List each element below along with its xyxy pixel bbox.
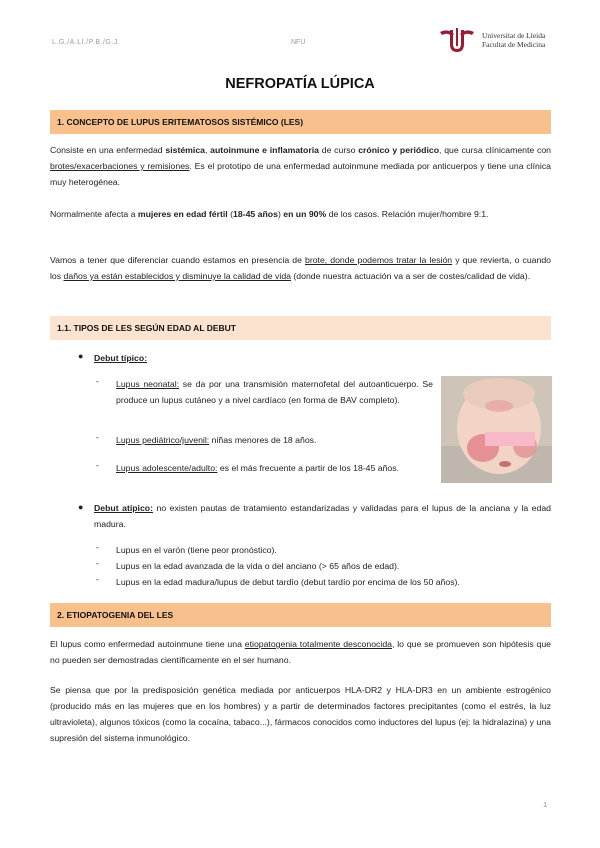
header-authors: L.G./A.Ll./P.B./G.J. bbox=[52, 39, 121, 46]
sec1-paragraph-1: Consiste en una enfermedad sistémica, autoinmune e inflamatoria de curso crónico y periódico, que cursa clínicamente con brotes/exacerbaciones y remisiones. Es el prototipo de una enfermedad autoinmune mediada por anticuerpos y tiene una clínica muy heterogénea. bbox=[50, 145, 552, 187]
debut-tipico-label: Debut típico: bbox=[94, 353, 148, 363]
bullet-icon: ● bbox=[78, 351, 84, 361]
dash-icon: - bbox=[96, 460, 99, 470]
section-1-heading: 1. CONCEPTO DE LUPUS ERITEMATOSOS SISTÉMICO (LES) bbox=[50, 110, 551, 134]
tipico-item-pediatrico: Lupus pediátrico/juvenil: niñas menores de 18 años. bbox=[116, 435, 317, 445]
debut-atipico-text: Debut atípico: no existen pautas de tratamiento estandarizadas y validadas para el lupus de la anciana y la edad madura. bbox=[94, 503, 551, 529]
baby-face-illustration bbox=[441, 376, 552, 483]
sec2-paragraph-2: Se piensa que por la predisposición genética mediada por anticuerpos HLA-DR2 y HLA-DR3 en un ambiente estrogénico (producido más en las mujeres que en los hombres) y a partir de determinados factores precipitantes (como el estrés, la luz ultravioleta), algunos tóxicos (como la cocaína, tabaco...), fármacos conocidos como inductores del lupus (ej: la hidralazina) y una supresión del sistema inmunológico. bbox=[50, 685, 551, 743]
university-crest-icon bbox=[438, 26, 476, 54]
university-logo bbox=[438, 26, 553, 54]
sec2-paragraph-1: El lupus como enfermedad autoinmune tiene una etiopatogenia totalmente desconocida, lo que se promueven son hipótesis que no pueden ser demostradas científicamente en el ser humano. bbox=[50, 639, 551, 665]
bullet-icon: ● bbox=[78, 502, 84, 512]
tipico-item-adulto: Lupus adolescente/adulto: es el más frecuente a partir de los 18-45 años. bbox=[116, 463, 400, 473]
header-subject: NFU bbox=[291, 39, 306, 46]
dash-icon: - bbox=[96, 574, 99, 584]
logo-line-2: Facultat de Medicina bbox=[482, 40, 546, 49]
page-title: NEFROPATÍA LÚPICA bbox=[225, 76, 375, 92]
atipico-item-anciano: Lupus en la edad avanzada de la vida o del anciano (> 65 años de edad). bbox=[116, 561, 400, 571]
neonatal-lupus-photo bbox=[441, 376, 552, 483]
sec1-paragraph-2: Normalmente afecta a mujeres en edad fértil (18-45 años) en un 90% de los casos. Relación mujer/hombre 9:1. bbox=[50, 209, 489, 219]
section-2-heading: 2. ETIOPATOGENIA DEL LES bbox=[50, 603, 551, 627]
dash-icon: - bbox=[96, 558, 99, 568]
atipico-item-varon: Lupus en el varón (tiene peor pronóstico). bbox=[116, 545, 277, 555]
page-number: 1 bbox=[543, 800, 548, 809]
logo-line-1: Universitat de Lleida bbox=[482, 31, 546, 40]
dash-icon: - bbox=[96, 376, 99, 386]
tipico-item-neonatal: Lupus neonatal: se da por una transmisión maternofetal del autoanticuerpo. Se produce un lupus cutáneo y a nivel cardíaco (en forma de BAV completo). bbox=[116, 379, 433, 405]
section-1-1-heading: 1.1. TIPOS DE LES SEGÚN EDAD AL DEBUT bbox=[50, 316, 551, 340]
dash-icon: - bbox=[96, 432, 99, 442]
sec1-paragraph-3: Vamos a tener que diferenciar cuando estamos en presencia de brote, donde podemos tratar la lesión y que revierta, o cuando los daños ya están establecidos y disminuye la calidad de vida (donde nuestra actuación va a ser de costes/calidad de vida). bbox=[50, 255, 551, 281]
atipico-item-madura: Lupus en la edad madura/lupus de debut tardío (debut tardío por encima de los 50 años). bbox=[116, 577, 460, 587]
dash-icon: - bbox=[96, 542, 99, 552]
